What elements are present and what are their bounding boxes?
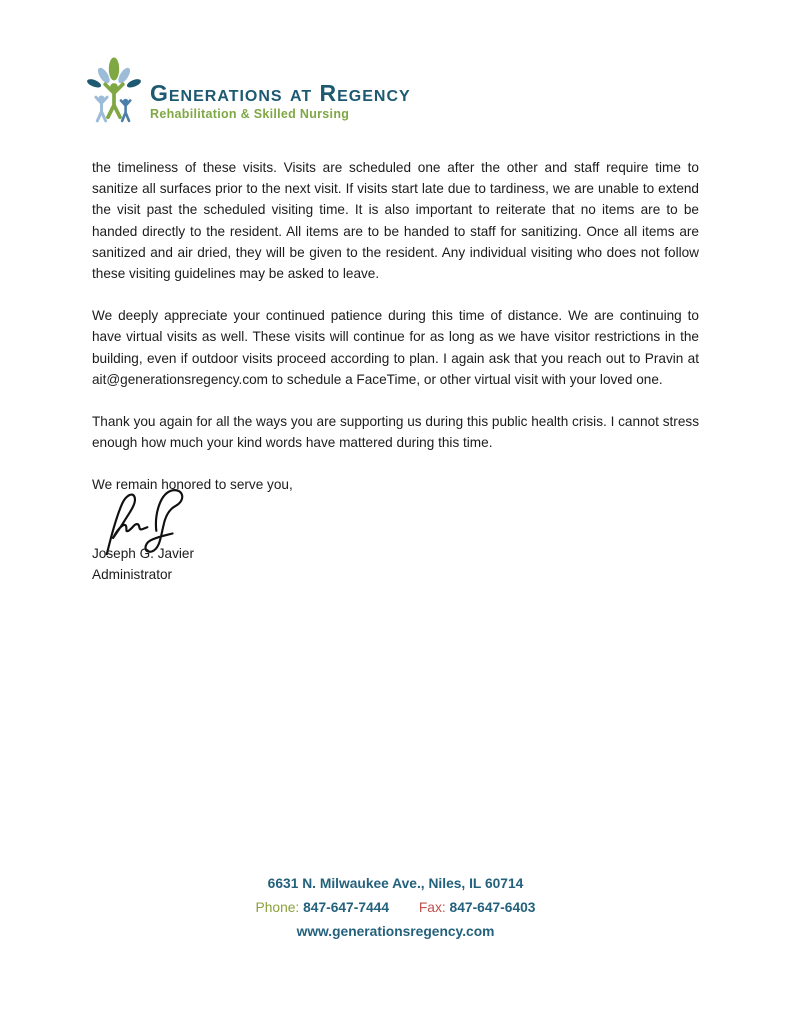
company-logo bbox=[86, 56, 411, 132]
footer-website: www.generationsregency.com bbox=[296, 924, 495, 939]
company-name: Generations at Regency bbox=[150, 79, 411, 106]
fax-label: Fax: bbox=[418, 900, 446, 915]
signer-title: Administrator bbox=[92, 567, 173, 582]
letter-body bbox=[92, 157, 699, 517]
letter-closing: We remain honored to serve you, bbox=[92, 477, 293, 493]
footer-contact-line bbox=[0, 896, 791, 920]
logo-text-block bbox=[150, 81, 411, 121]
company-tagline: Rehabilitation & Skilled Nursing bbox=[150, 107, 350, 122]
phone-number: 847-647-7444 bbox=[303, 900, 390, 915]
signer-name: Joseph G. Javier bbox=[92, 546, 194, 561]
letter-paragraph-2: We deeply appreciate your continued patience during this time of distance. We are continuing to have virtual visits as well. These visits will continue for as long as we have visitor restrictions in the building, even if outdoor visits proceed according to plan. I again ask that you reach out to Pravin at ait@generationsregency.com to schedule a FaceTime, or other virtual visit with your loved one. bbox=[92, 308, 699, 387]
letter-paragraph-3: Thank you again for all the ways you are supporting us during this public health crisis. I cannot stress enough how much your kind words have mattered during this time. bbox=[92, 414, 699, 451]
fax-number: 847-647-6403 bbox=[449, 900, 536, 915]
letter-footer bbox=[0, 872, 791, 944]
footer-address: 6631 N. Milwaukee Ave., Niles, IL 60714 bbox=[267, 876, 524, 891]
letter-paragraph-1: the timeliness of these visits. Visits are scheduled one after the other and staff require time to sanitize all surfaces prior to the next visit. If visits start late due to tardiness, we are unable to extend the visit past the scheduled visiting time. It is also important to reiterate that no items are to be handed directly to the resident. All items are to be handed to staff for sanitizing. Once all items are sanitized and air dried, they will be given to the resident. Any individual visiting who does not follow these visiting guidelines may be asked to leave. bbox=[92, 160, 699, 282]
phone-label: Phone: bbox=[255, 900, 300, 915]
family-tree-logo-icon bbox=[86, 56, 142, 132]
